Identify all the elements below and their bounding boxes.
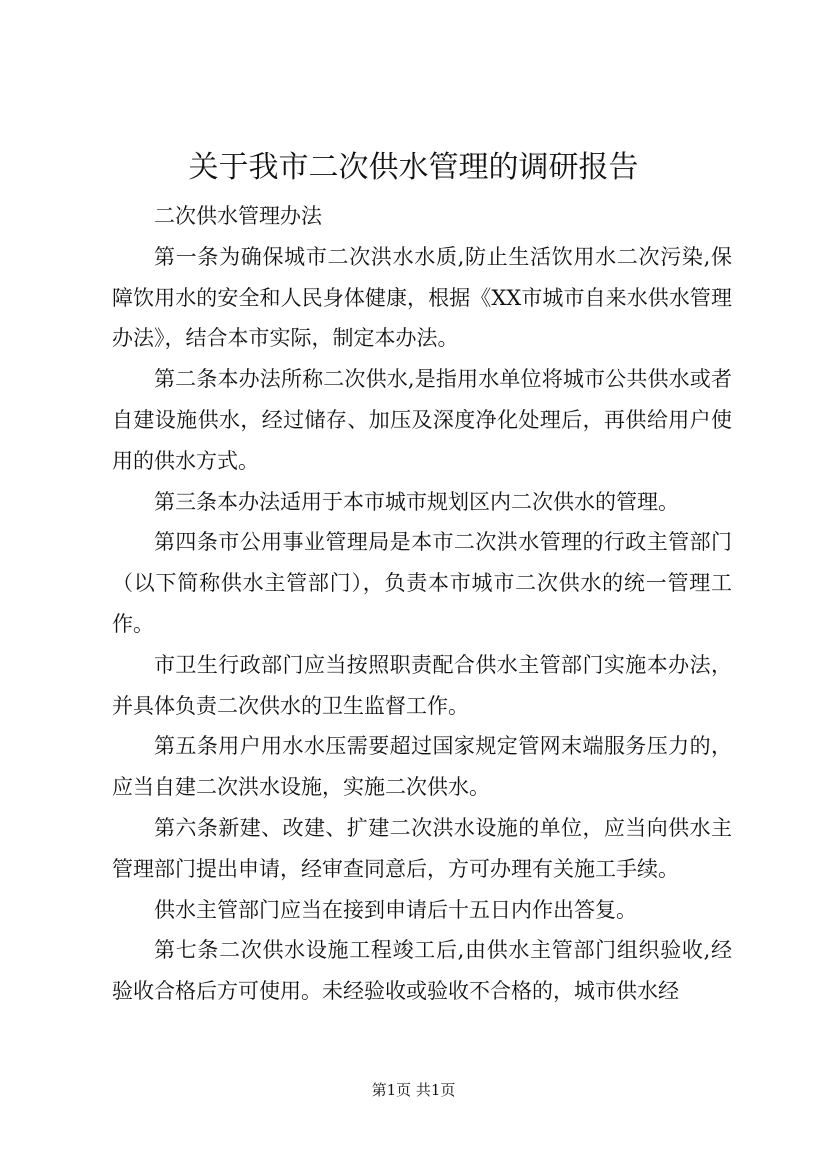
paragraph: 第三条本办法适用于本市城市规划区内二次供水的管理。 xyxy=(154,489,679,514)
paragraph: 二次供水管理办法 xyxy=(154,204,322,228)
document-title: 关于我市二次供水管理的调研报告 xyxy=(188,150,639,185)
paragraph: 供水主管部门应当在接到申请后十五日内作出答复。 xyxy=(154,897,637,922)
paragraph: 第六条新建、改建、扩建二次洪水设施的单位，应当向供水主管理部门提出申请，经审查同意后，方可办理有关施工手续。 xyxy=(112,815,732,881)
document-body xyxy=(112,196,732,1012)
paragraph: 市卫生行政部门应当按照职责配合供水主管部门实施本办法，并具体负责二次供水的卫生监督工作。 xyxy=(112,652,732,718)
paragraph: 第一条为确保城市二次洪水水质,防止生活饮用水二次污染,保障饮用水的安全和人民身体健康，根据《XX市城市自来水供水管理办法》，结合本市实际，制定本办法。 xyxy=(112,244,732,351)
paragraph: 第五条用户用水水压需要超过国家规定管网末端服务压力的，应当自建二次洪水设施，实施二次供水。 xyxy=(112,734,732,800)
paragraph: 第二条本办法所称二次供水,是指用水单位将城市公共供水或者自建设施供水，经过储存、加压及深度净化处理后，再供给用户使用的供水方式。 xyxy=(112,367,732,473)
paragraph: 第七条二次供水设施工程竣工后,由供水主管部门组织验收,经验收合格后方可使用。未经验收或验收不合格的，城市供水经 xyxy=(112,938,732,1004)
page-footer: 第1页 共1页 xyxy=(371,1081,456,1099)
paragraph: 第四条市公用事业管理局是本市二次洪水管理的行政主管部门（以下简称供水主管部门），负责本市城市二次供水的统一管理工作。 xyxy=(112,530,732,636)
